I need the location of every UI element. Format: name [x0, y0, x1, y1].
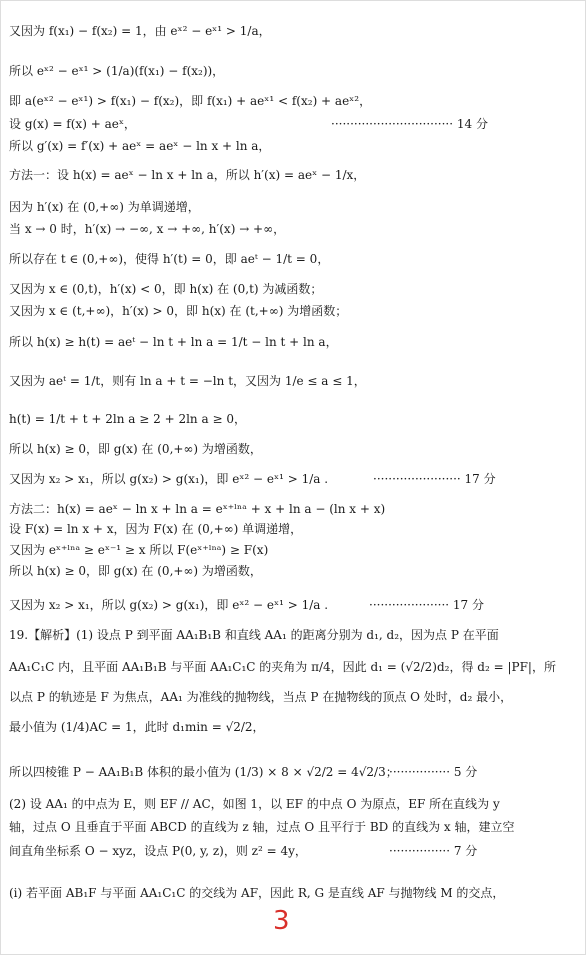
- solution-line-10: 又因为 x ∈ (0,t)，h′(x) < 0，即 h(x) 在 (0,t) 为减函数；: [9, 282, 323, 296]
- score-mark-s14: ································ 14 分: [331, 117, 488, 131]
- solution-line-13: 又因为 aeᵗ = 1/t，则有 ln a + t = −ln t，又因为 1/e ≤ a ≤ 1，: [9, 374, 366, 388]
- score-mark-s17b: ····················· 17 分: [369, 598, 485, 612]
- solution-line-21: 又因为 x₂ > x₁，所以 g(x₂) > g(x₁)，即 eˣ² − eˣ¹ > 1/a .: [9, 598, 329, 612]
- solution-line-16: 又因为 x₂ > x₁，所以 g(x₂) > g(x₁)，即 eˣ² − eˣ¹ > 1/a .: [9, 472, 329, 486]
- solution-line-3: 即 a(eˣ² − eˣ¹) > f(x₁) − f(x₂)，即 f(x₁) + aeˣ¹ < f(x₂) + aeˣ²，: [9, 94, 372, 108]
- solution-line-29: 间直角坐标系 O − xyz，设点 P(0, y, z)，则 z² = 4y，: [9, 844, 307, 858]
- solution-line-8: 当 x → 0 时，h′(x) → −∞, x → +∞, h′(x) → +∞，: [9, 222, 286, 236]
- solution-line-23: AA₁C₁C 内，且平面 AA₁B₁B 与平面 AA₁C₁C 的夹角为 π/4，因此 d₁ = (√2/2)d₂，得 d₂ = |PF|，所: [9, 660, 556, 674]
- solution-line-27: (2) 设 AA₁ 的中点为 E，则 EF // AC，如图 1，以 EF 的中点 O 为原点，EF 所在直线为 y: [9, 797, 500, 811]
- solution-line-20: 所以 h(x) ≥ 0，即 g(x) 在 (0,+∞) 为增函数，: [9, 564, 262, 578]
- solution-line-26: 所以四棱锥 P − AA₁B₁B 体积的最小值为 (1/3) × 8 × √2/2 = 4√2/3；: [9, 765, 398, 779]
- solution-line-19: 又因为 eˣ⁺ˡⁿᵃ ≥ eˣ⁻¹ ≥ x 所以 F(eˣ⁺ˡⁿᵃ) ≥ F(x): [9, 543, 269, 557]
- score-mark-s17a: ······················· 17 分: [373, 472, 496, 486]
- solution-line-17: 方法二：h(x) = aeˣ − ln x + ln a = eˣ⁺ˡⁿᵃ + x + ln a − (ln x + x): [9, 502, 386, 516]
- solution-line-4: 设 g(x) = f(x) + aeˣ，: [9, 117, 136, 131]
- solution-line-18: 设 F(x) = ln x + x，因为 F(x) 在 (0,+∞) 单调递增，: [9, 522, 303, 536]
- solution-line-7: 因为 h′(x) 在 (0,+∞) 为单调递增，: [9, 200, 200, 214]
- solution-line-30: (i) 若平面 AB₁F 与平面 AA₁C₁C 的交线为 AF，因此 R, G 是直线 AF 与抛物线 M 的交点，: [9, 886, 505, 900]
- score-mark-s7: ················ 7 分: [389, 844, 478, 858]
- solution-line-24: 以点 P 的轨迹是 F 为焦点，AA₁ 为准线的抛物线，当点 P 在抛物线的顶点 O 处时，d₂ 最小，: [9, 690, 513, 704]
- solution-line-14: h(t) = 1/t + t + 2ln a ≥ 2 + 2ln a ≥ 0，: [9, 412, 246, 426]
- solution-line-25: 最小值为 (1/4)AC = 1，此时 d₁min = √2/2，: [9, 720, 265, 734]
- solution-line-6: 方法一：设 h(x) = aeˣ − ln x + ln a，所以 h′(x) = aeˣ − 1/x，: [9, 168, 366, 182]
- solution-line-9: 所以存在 t ∈ (0,+∞)，使得 h′(t) = 0，即 aeᵗ − 1/t = 0，: [9, 252, 330, 266]
- score-mark-s5: ················ 5 分: [389, 765, 478, 779]
- solution-line-15: 所以 h(x) ≥ 0，即 g(x) 在 (0,+∞) 为增函数，: [9, 442, 262, 456]
- solution-line-2: 所以 eˣ² − eˣ¹ > (1/a)(f(x₁) − f(x₂))，: [9, 64, 225, 78]
- solution-line-28: 轴，过点 O 且垂直于平面 ABCD 的直线为 z 轴，过点 O 且平行于 BD 的直线为 x 轴，建立空: [9, 820, 515, 834]
- solution-line-11: 又因为 x ∈ (t,+∞)，h′(x) > 0，即 h(x) 在 (t,+∞) 为增函数；: [9, 304, 348, 318]
- solution-line-1: 又因为 f(x₁) − f(x₂) = 1，由 eˣ² − eˣ¹ > 1/a，: [9, 24, 271, 38]
- solution-line-12: 所以 h(x) ≥ h(t) = aeᵗ − ln t + ln a = 1/t − ln t + ln a，: [9, 335, 338, 349]
- solution-line-22: 19.【解析】(1) 设点 P 到平面 AA₁B₁B 和直线 AA₁ 的距离分别为 d₁, d₂，因为点 P 在平面: [9, 628, 499, 642]
- page-number: 3: [273, 906, 290, 936]
- solution-line-5: 所以 g′(x) = f′(x) + aeˣ = aeˣ − ln x + ln a，: [9, 139, 271, 153]
